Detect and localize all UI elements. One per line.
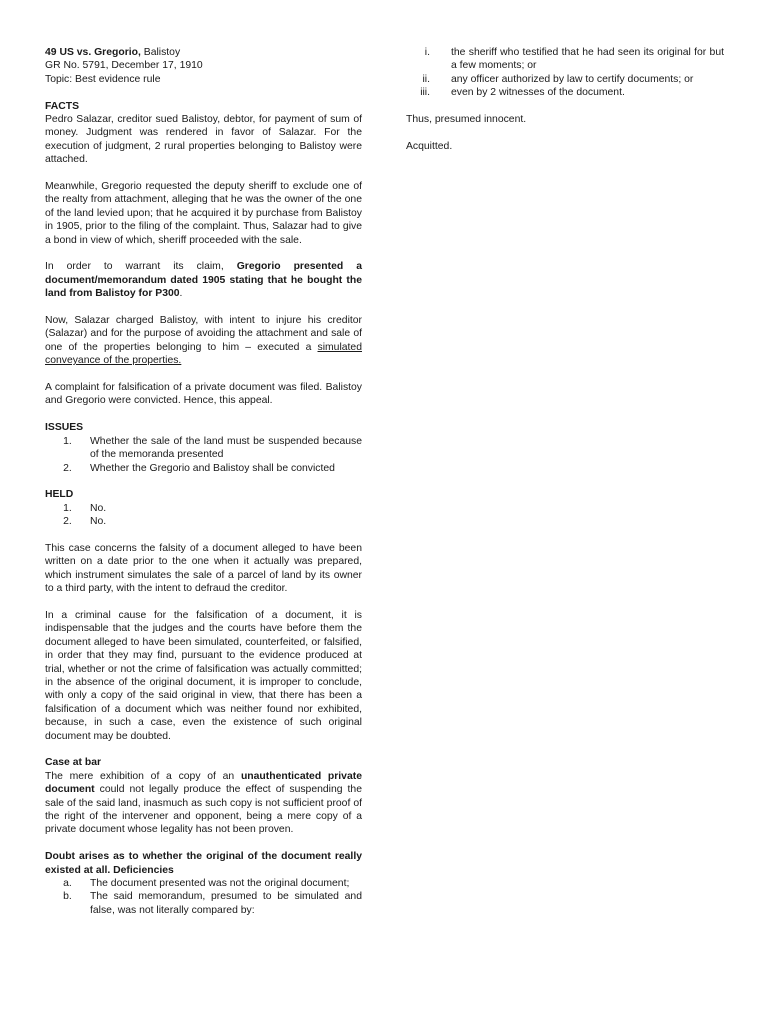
list-item <box>45 502 362 515</box>
bold-run: unauthenticated private document <box>45 770 362 796</box>
list-numeral: iii. <box>420 87 430 99</box>
text-run: . <box>179 288 183 300</box>
list-text: The said memorandum, presumed to be simulated and false, was not literally compared by: <box>90 891 362 916</box>
list-number: 2. <box>63 462 72 474</box>
list-letter: a. <box>63 878 72 890</box>
doubt-heading: Doubt arises as to whether the original of the document really existed at all. Deficiencies <box>45 851 362 876</box>
text-run: The mere exhibition of a copy of an <box>45 770 241 782</box>
case-title <box>45 46 362 59</box>
list-numeral: i. <box>424 47 430 58</box>
list-text: any officer authorized by law to certify documents; or <box>451 73 694 85</box>
text-run: could not legally produce the effect of suspending the sale of the said land, inasmuch as such copy is not sufficient proof of the right of the intervener and opponent, being a mere copy of a private document whose legality has not been proven. <box>45 784 362 836</box>
issues-heading: ISSUES <box>45 422 84 434</box>
case-party: Balistoy <box>140 47 181 58</box>
case-header <box>45 46 362 86</box>
held-paragraph: In a criminal cause for the falsification of a document, it is indispensable that the judges and the courts have before them the document alleged to have been simulated, counterfeited, or falsified, in order that they may find, pursuant to the evidence produced at trial, whether or not the crime of falsification was actually committed; in the absence of the original document, it is improper to conclude, with only a copy of the said original in view, that there has been a falsification of a document which was neither found nor exhibited, because, in such a case, even the existence of such original document may be doubted. <box>45 609 362 742</box>
list-item <box>361 46 724 73</box>
right-column <box>406 46 724 167</box>
gr-number: GR No. 5791, December 17, 1910 <box>45 60 203 72</box>
facts-heading: FACTS <box>45 100 80 112</box>
list-text: Whether the Gregorio and Balistoy shall be convicted <box>90 462 335 474</box>
list-text: the sheriff who testified that he had seen its original for but a few moments; or <box>451 47 724 72</box>
list-letter: b. <box>63 891 72 903</box>
held-heading: HELD <box>45 489 74 501</box>
list-item <box>45 890 362 917</box>
list-numeral: ii. <box>422 73 430 85</box>
list-text: The document presented was not the original document; <box>90 878 350 890</box>
list-item <box>45 435 362 462</box>
list-text: Whether the sale of the land must be suspended because of the memoranda presented <box>90 435 362 461</box>
comparison-list <box>361 46 724 100</box>
list-text: No. <box>90 502 107 514</box>
facts-paragraph: A complaint for falsification of a private document was filed. Balistoy and Gregorio were convicted. Hence, this appeal. <box>45 382 362 407</box>
issues-list <box>45 435 362 475</box>
topic: Topic: Best evidence rule <box>45 73 161 85</box>
list-item <box>45 515 362 528</box>
conclusion-acquitted: Acquitted. <box>406 140 453 152</box>
held-paragraph: This case concerns the falsity of a document alleged to have been written on a date prior to the one when it actually was prepared, which instrument simulates the sale of a parcel of land by its owner to a third party, with the intent to defraud the creditor. <box>45 542 362 595</box>
facts-paragraph <box>45 260 362 300</box>
list-item <box>45 877 362 890</box>
facts-paragraph: Pedro Salazar, creditor sued Balistoy, debtor, for payment of sum of money. Judgment was rendered in favor of Salazar. For the execution of judgment, 2 rural properties belonging to Balistoy were attached. <box>45 114 362 166</box>
list-number: 2. <box>63 516 72 528</box>
case-at-bar-paragraph <box>45 770 362 837</box>
list-item <box>361 86 724 99</box>
list-item <box>361 73 724 86</box>
list-text: even by 2 witnesses of the document. <box>451 87 625 99</box>
case-at-bar-heading: Case at bar <box>45 757 102 769</box>
facts-paragraph <box>45 314 362 368</box>
list-number: 1. <box>63 502 72 514</box>
held-list <box>45 502 362 529</box>
list-text: No. <box>90 516 107 528</box>
list-number: 1. <box>63 435 72 447</box>
text-run: In order to warrant its claim, <box>45 261 237 273</box>
text-run: Now, Salazar charged Balistoy, with intent to injure his creditor (Salazar) and for the purpose of avoiding the attachment and sale of one of the properties belonging to him – executed a <box>45 315 362 353</box>
case-ref: 49 US vs. Gregorio, <box>45 47 141 58</box>
deficiencies-list <box>45 877 362 917</box>
bold-run: Gregorio presented a document/memorandum dated 1905 stating that he bought the land from Balistoy for P300 <box>45 261 362 300</box>
list-item <box>45 462 362 475</box>
conclusion-presumed: Thus, presumed innocent. <box>406 114 527 126</box>
left-column <box>45 46 362 931</box>
underlined-run: simulated conveyance of the properties. <box>45 341 362 367</box>
facts-paragraph: Meanwhile, Gregorio requested the deputy sheriff to exclude one of the realty from attachment, alleging that he was the owner of the one of the land levied upon; that he acquired it by purchase from Balistoy in 1905, prior to the filing of the complaint. Thus, Salazar had to give a bond in view of which, sheriff proceeded with the sale. <box>45 181 362 246</box>
